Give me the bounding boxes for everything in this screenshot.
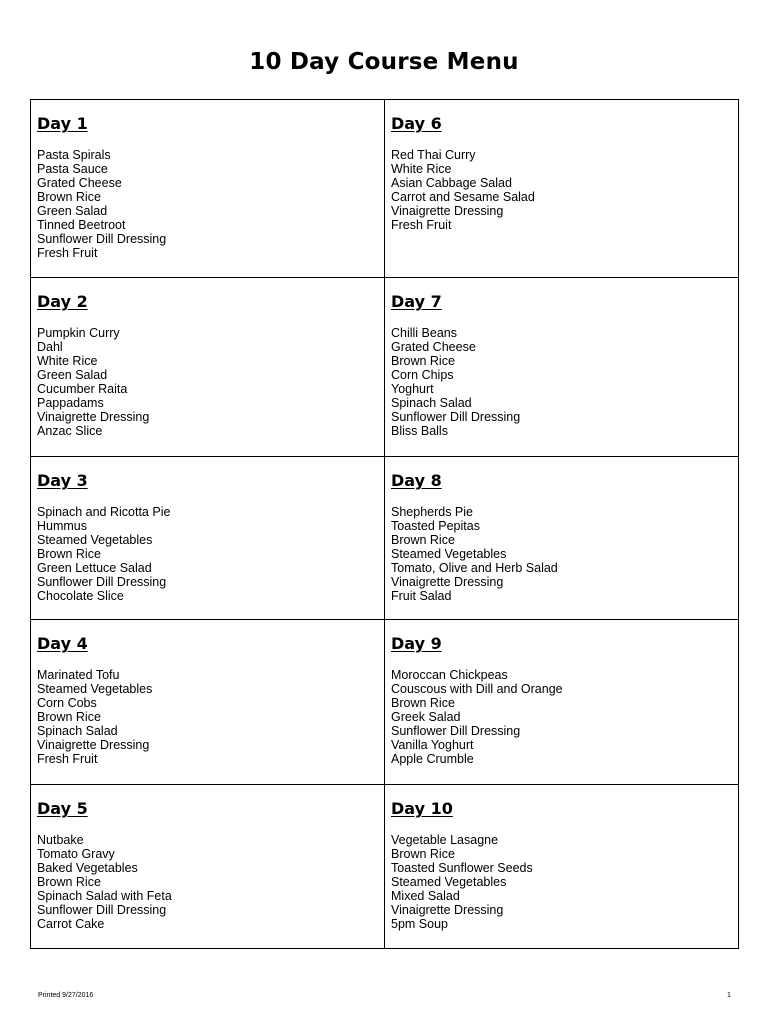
menu-cell-day-6 [385,100,739,278]
menu-item: Marinated Tofu [37,668,120,682]
page-number: 1 [727,992,731,999]
day-block [31,278,384,438]
menu-item: Corn Chips [391,368,454,382]
menu-item: Baked Vegetables [37,861,138,875]
menu-item: Vegetable Lasagne [391,833,499,847]
menu-items-list [37,833,384,931]
menu-item: Pumpkin Curry [37,326,120,340]
menu-item: Nutbake [37,833,84,847]
menu-item: Brown Rice [391,533,455,547]
menu-cell-day-4 [31,620,385,785]
menu-item: Fresh Fruit [37,246,98,260]
menu-item: Brown Rice [37,710,101,724]
menu-item: Spinach Salad [37,724,118,738]
day-block [385,100,738,232]
menu-item: Vinaigrette Dressing [391,575,504,589]
menu-item: Vinaigrette Dressing [37,410,150,424]
day-block [385,785,738,931]
menu-item: Hummus [37,519,88,533]
menu-item: Sunflower Dill Dressing [37,232,167,246]
menu-items-list [37,505,384,603]
day-heading: Day 9 [391,634,442,653]
menu-item: Sunflower Dill Dressing [391,724,521,738]
menu-item: Yoghurt [391,382,434,396]
menu-item: Brown Rice [37,875,101,889]
menu-item: 5pm Soup [391,917,448,931]
menu-item: Mixed Salad [391,889,460,903]
day-block [385,620,738,766]
menu-item: Steamed Vegetables [391,547,507,561]
menu-item: Brown Rice [391,696,455,710]
menu-item: Vanilla Yoghurt [391,738,474,752]
menu-item: Fresh Fruit [391,218,452,232]
menu-row [31,620,739,785]
menu-item: Tomato, Olive and Herb Salad [391,561,558,575]
menu-item: White Rice [37,354,98,368]
day-block [31,785,384,931]
menu-row [31,278,739,457]
menu-item: Vinaigrette Dressing [391,903,504,917]
menu-item: Vinaigrette Dressing [37,738,150,752]
menu-item: Cucumber Raita [37,382,128,396]
day-heading: Day 10 [391,799,453,818]
menu-item: Apple Crumble [391,752,474,766]
printed-date: Printed 9/27/2016 [38,992,94,999]
menu-items-list [391,505,738,603]
menu-items-list [391,833,738,931]
menu-item: Toasted Pepitas [391,519,480,533]
menu-items-list [391,326,738,438]
menu-item: White Rice [391,162,452,176]
menu-item: Green Lettuce Salad [37,561,152,575]
menu-cell-day-8 [385,457,739,620]
menu-item: Sunflower Dill Dressing [391,410,521,424]
menu-item: Anzac Slice [37,424,103,438]
menu-cell-day-5 [31,785,385,949]
menu-item: Dahl [37,340,63,354]
menu-item: Grated Cheese [37,176,122,190]
menu-item: Vinaigrette Dressing [391,204,504,218]
menu-item: Steamed Vegetables [37,682,153,696]
menu-item: Greek Salad [391,710,461,724]
menu-item: Brown Rice [37,547,101,561]
day-heading: Day 4 [37,634,88,653]
day-block [385,278,738,438]
menu-items-list [391,668,738,766]
day-heading: Day 1 [37,114,88,133]
day-heading: Day 2 [37,292,88,311]
menu-item: Bliss Balls [391,424,448,438]
menu-cell-day-10 [385,785,739,949]
menu-items-list [37,326,384,438]
day-block [31,620,384,766]
menu-table [30,99,739,949]
menu-item: Fruit Salad [391,589,452,603]
menu-cell-day-9 [385,620,739,785]
menu-items-list [391,148,738,232]
menu-item: Spinach Salad [391,396,472,410]
menu-item: Shepherds Pie [391,505,474,519]
menu-items-list [37,668,384,766]
day-heading: Day 7 [391,292,442,311]
menu-cell-day-7 [385,278,739,457]
menu-item: Tinned Beetroot [37,218,126,232]
menu-item: Couscous with Dill and Orange [391,682,563,696]
menu-item: Chilli Beans [391,326,458,340]
menu-item: Brown Rice [391,847,455,861]
menu-item: Spinach Salad with Feta [37,889,172,903]
day-heading: Day 5 [37,799,88,818]
menu-item: Brown Rice [37,190,101,204]
menu-item: Sunflower Dill Dressing [37,575,167,589]
menu-item: Steamed Vegetables [37,533,153,547]
menu-items-list [37,148,384,260]
menu-item: Corn Cobs [37,696,97,710]
menu-item: Carrot and Sesame Salad [391,190,535,204]
menu-item: Green Salad [37,368,108,382]
menu-item: Toasted Sunflower Seeds [391,861,533,875]
day-heading: Day 3 [37,471,88,490]
menu-item: Pappadams [37,396,104,410]
menu-item: Pasta Spirals [37,148,111,162]
menu-cell-day-2 [31,278,385,457]
menu-item: Tomato Gravy [37,847,115,861]
menu-cell-day-1 [31,100,385,278]
menu-row [31,100,739,278]
menu-item: Red Thai Curry [391,148,476,162]
menu-table-body [31,100,739,949]
day-heading: Day 6 [391,114,442,133]
day-block [31,100,384,260]
menu-item: Moroccan Chickpeas [391,668,508,682]
menu-item: Carrot Cake [37,917,105,931]
menu-item: Spinach and Ricotta Pie [37,505,171,519]
menu-item: Steamed Vegetables [391,875,507,889]
menu-item: Brown Rice [391,354,455,368]
menu-item: Asian Cabbage Salad [391,176,512,190]
menu-row [31,785,739,949]
day-heading: Day 8 [391,471,442,490]
menu-cell-day-3 [31,457,385,620]
day-block [385,457,738,603]
menu-row [31,457,739,620]
menu-item: Fresh Fruit [37,752,98,766]
menu-item: Sunflower Dill Dressing [37,903,167,917]
page-title: 10 Day Course Menu [249,49,519,75]
menu-item: Pasta Sauce [37,162,108,176]
menu-item: Grated Cheese [391,340,476,354]
menu-item: Chocolate Slice [37,589,124,603]
day-block [31,457,384,603]
menu-item: Green Salad [37,204,108,218]
